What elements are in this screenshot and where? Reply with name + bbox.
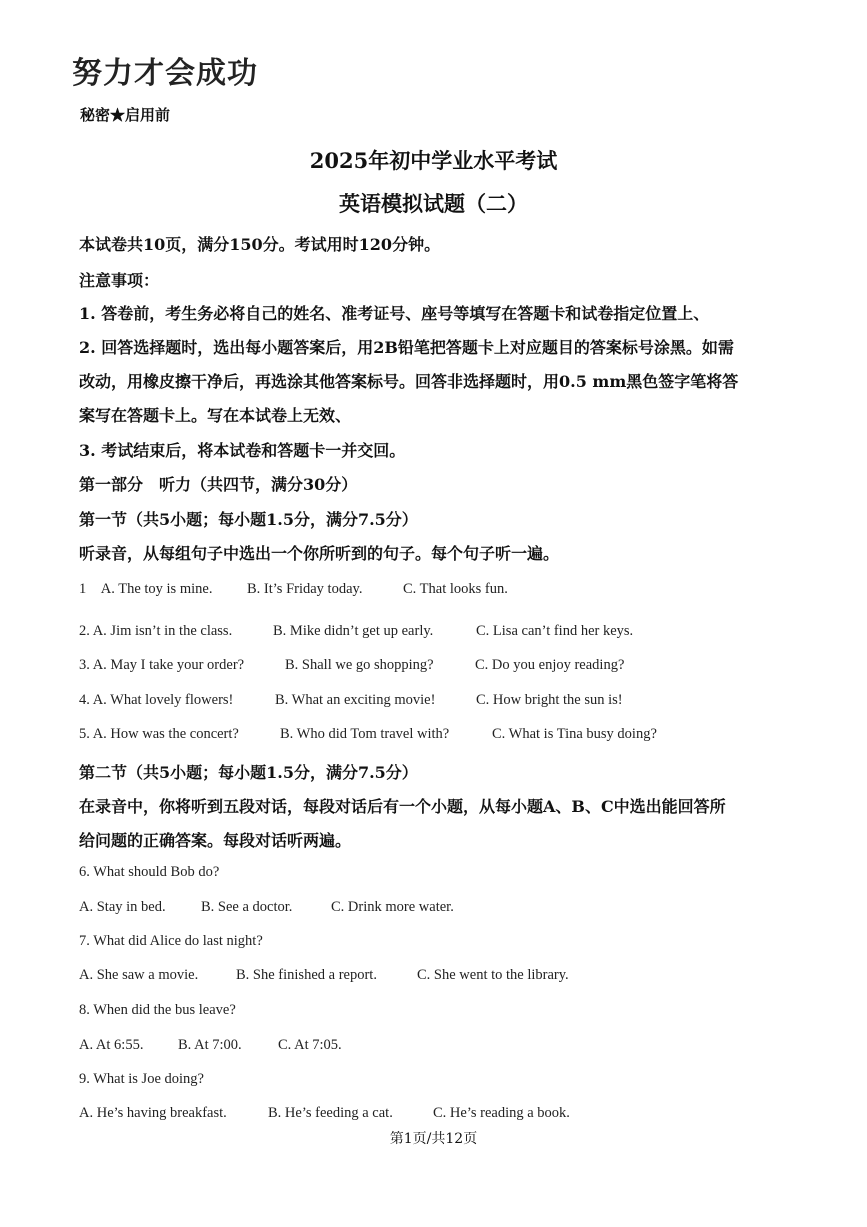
exam-title: 2025年初中学业水平考试 — [309, 148, 558, 173]
question-2-option-b: B. Mike didn’t get up early. — [273, 623, 434, 639]
question-4-option-a: 4. A. What lovely flowers! — [79, 692, 234, 708]
secret-label: 秘密★启用前 — [80, 106, 171, 124]
exam-subtitle: 英语模拟试题（二） — [339, 191, 528, 216]
question-8-option-a: A. At 6:55. — [79, 1037, 144, 1053]
question-1 — [79, 577, 508, 598]
question-7-options — [79, 967, 569, 984]
watermark-text: 努力才会成功 — [72, 56, 258, 91]
question-6-option-a: A. Stay in bed. — [79, 899, 166, 915]
section-1-heading: 第一节（共5小题；每小题1.5分，满分7.5分） — [79, 510, 418, 529]
section-2-instruction-line-2: 给问题的正确答案。每段对话听两遍。 — [79, 831, 352, 850]
question-3-option-a: 3. A. May I take your order? — [79, 657, 245, 673]
note-3: 3. 考试结束后，将本试卷和答题卡一并交回。 — [79, 441, 406, 460]
question-5 — [79, 726, 657, 743]
question-4-option-b: B. What an exciting movie! — [275, 692, 436, 708]
question-3-option-b: B. Shall we go shopping? — [285, 657, 434, 673]
question-5-option-b: B. Who did Tom travel with? — [280, 726, 450, 742]
question-7-stem: 7. What did Alice do last night? — [79, 933, 263, 949]
question-8-option-b: B. At 7:00. — [178, 1037, 242, 1053]
question-2-option-a: 2. A. Jim isn’t in the class. — [79, 623, 233, 639]
question-7-option-b: B. She finished a report. — [236, 967, 377, 983]
note-2-line-3: 案写在答题卡上。写在本试卷上无效、 — [79, 406, 352, 425]
question-4-option-c: C. How bright the sun is! — [476, 692, 623, 708]
question-9-stem: 9. What is Joe doing? — [79, 1071, 204, 1087]
part-1-heading: 第一部分 听力（共四节，满分30分） — [79, 475, 358, 494]
section-2-instruction-line-1: 在录音中，你将听到五段对话，每段对话后有一个小题，从每小题A、B、C中选出能回答所 — [79, 797, 726, 816]
question-9-options — [79, 1105, 570, 1122]
question-9-option-c: C. He’s reading a book. — [433, 1105, 570, 1121]
notes-heading: 注意事项： — [79, 271, 160, 290]
question-2-option-c: C. Lisa can’t find her keys. — [476, 623, 634, 639]
question-9-option-a: A. He’s having breakfast. — [79, 1105, 227, 1121]
note-1: 1. 答卷前，考生务必将自己的姓名、准考证号、座号等填写在答题卡和试卷指定位置上、 — [79, 304, 710, 323]
question-7-option-c: C. She went to the library. — [417, 967, 569, 983]
question-6-options — [79, 899, 454, 916]
question-3-option-c: C. Do you enjoy reading? — [475, 657, 625, 673]
question-6-option-c: C. Drink more water. — [331, 899, 454, 915]
exam-info: 本试卷共10页，满分150分。考试用时120分钟。 — [79, 235, 441, 254]
question-8-stem: 8. When did the bus leave? — [79, 1002, 236, 1018]
note-2-line-1: 2. 回答选择题时，选出每小题答案后，用2B铅笔把答题卡上对应题目的答案标号涂黑。如需 — [79, 338, 734, 357]
question-2 — [79, 623, 633, 640]
question-5-option-c: C. What is Tina busy doing? — [492, 726, 657, 742]
question-6-option-b: B. See a doctor. — [201, 899, 293, 915]
question-3 — [79, 657, 624, 674]
question-1-option-b: B. It’s Friday today. — [247, 581, 363, 597]
question-7-option-a: A. She saw a movie. — [79, 967, 199, 983]
question-6-stem: 6. What should Bob do? — [79, 864, 220, 880]
question-4 — [79, 692, 623, 709]
question-5-option-a: 5. A. How was the concert? — [79, 726, 239, 742]
question-1-option-c: C. That looks fun. — [403, 581, 508, 597]
section-2-heading: 第二节（共5小题；每小题1.5分，满分7.5分） — [79, 763, 418, 782]
note-2-line-2: 改动，用橡皮擦干净后，再选涂其他答案标号。回答非选择题时，用0.5 mm黑色签字笔将答 — [79, 372, 739, 391]
question-1-option-a: 1 A. The toy is mine. — [79, 581, 213, 597]
page-footer: 第1页/共12页 — [389, 1131, 478, 1147]
question-8-option-c: C. At 7:05. — [278, 1037, 342, 1053]
question-8-options — [79, 1037, 342, 1054]
question-9-option-b: B. He’s feeding a cat. — [268, 1105, 393, 1121]
section-1-instruction: 听录音，从每组句子中选出一个你所听到的句子。每个句子听一遍。 — [79, 544, 560, 563]
